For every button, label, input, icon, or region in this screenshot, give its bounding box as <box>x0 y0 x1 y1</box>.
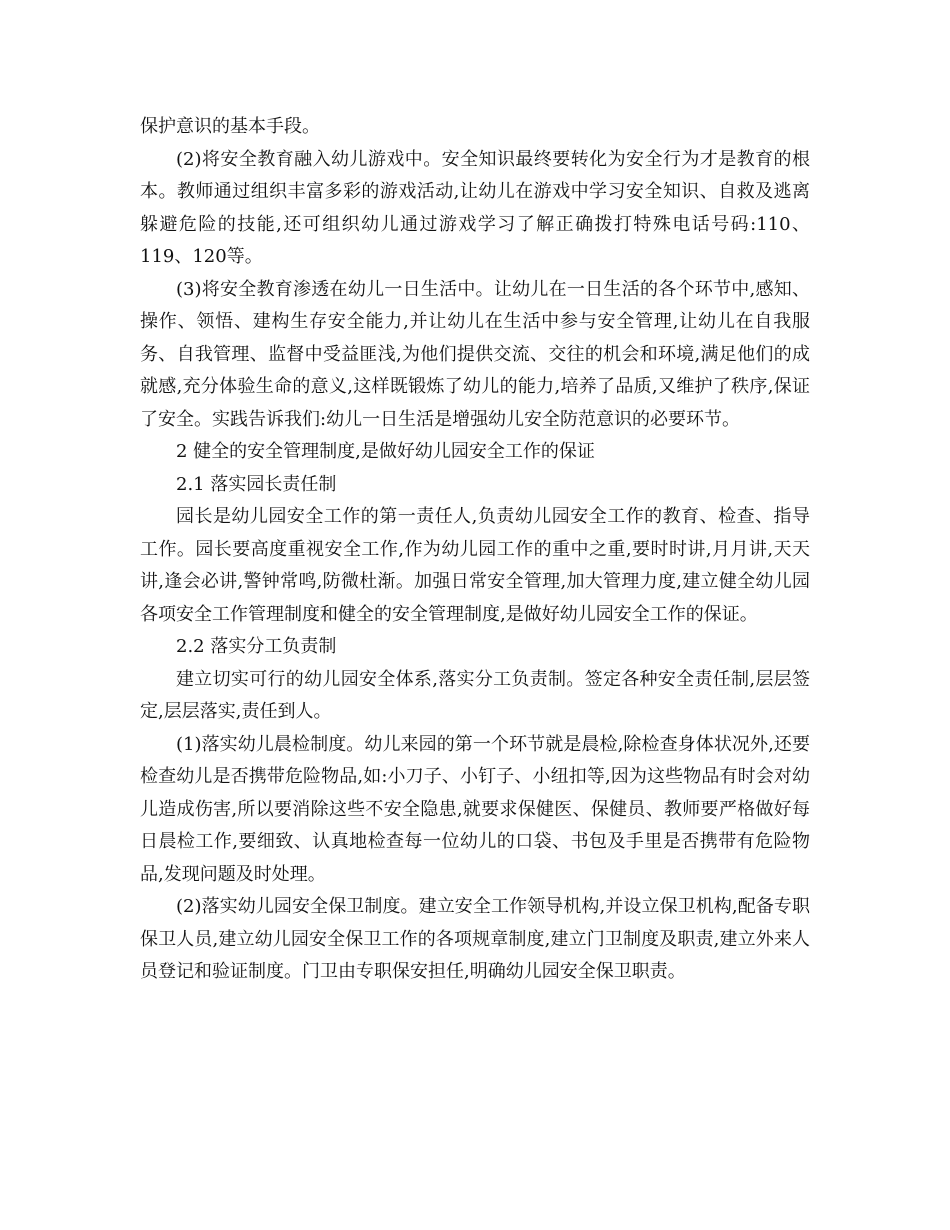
paragraph-daily-life-education: (3)将安全教育渗透在幼儿一日生活中。让幼儿在一日生活的各个环节中,感知、操作、领悟、建构生存安全能力,并让幼儿在生活中参与安全管理,让幼儿在自我服务、自我管理、监督中受益匪浅,为他们提供交流、交往的机会和环境,满足他们的成就感,充分体验生命的意义,这样既锻炼了幼儿的能力,培养了品质,又维护了秩序,保证了安全。实践告诉我们:幼儿一日生活是增强幼儿安全防范意识的必要环节。 <box>140 278 810 430</box>
subsection-heading-2-2: 2.2 落实分工负责制 <box>176 636 337 657</box>
paragraph-continuation: 保护意识的基本手段。 <box>140 116 320 137</box>
paragraph-division-responsibility: 建立切实可行的幼儿园安全体系,落实分工负责制。签定各种安全责任制,层层签定,层层落实,责任到人。 <box>140 668 810 722</box>
section-heading-2: 2 健全的安全管理制度,是做好幼儿园安全工作的保证 <box>176 441 595 462</box>
paragraph-director-responsibility: 园长是幼儿园安全工作的第一责任人,负责幼儿园安全工作的教育、检查、指导工作。园长要高度重视安全工作,作为幼儿园工作的重中之重,要时时讲,月月讲,天天讲,逢会必讲,警钟常鸣,防微杜渐。加强日常安全管理,加大管理力度,建立健全幼儿园各项安全工作管理制度和健全的安全管理制度,是做好幼儿园安全工作的保证。 <box>140 506 810 625</box>
paragraph-morning-check: (1)落实幼儿晨检制度。幼儿来园的第一个环节就是晨检,除检查身体状况外,还要检查幼儿是否携带危险物品,如:小刀子、小钉子、小纽扣等,因为这些物品有时会对幼儿造成伤害,所以要消除这些不安全隐患,就要求保健医、保健员、教师要严格做好每日晨检工作,要细致、认真地检查每一位幼儿的口袋、书包及手里是否携带有危险物品,发现问题及时处理。 <box>140 733 810 885</box>
document-body <box>140 111 810 989</box>
paragraph-security-system: (2)落实幼儿园安全保卫制度。建立安全工作领导机构,并设立保卫机构,配备专职保卫人员,建立幼儿园安全保卫工作的各项规章制度,建立门卫制度及职责,建立外来人员登记和验证制度。门卫由专职保安担任,明确幼儿园安全保卫职责。 <box>140 896 810 982</box>
paragraph-game-education: (2)将安全教育融入幼儿游戏中。安全知识最终要转化为安全行为才是教育的根本。教师通过组织丰富多彩的游戏活动,让幼儿在游戏中学习安全知识、自救及逃离躲避危险的技能,还可组织幼儿通过游戏学习了解正确拨打特殊电话号码:110、119、120等。 <box>140 148 810 267</box>
subsection-heading-2-1: 2.1 落实园长责任制 <box>176 473 337 495</box>
